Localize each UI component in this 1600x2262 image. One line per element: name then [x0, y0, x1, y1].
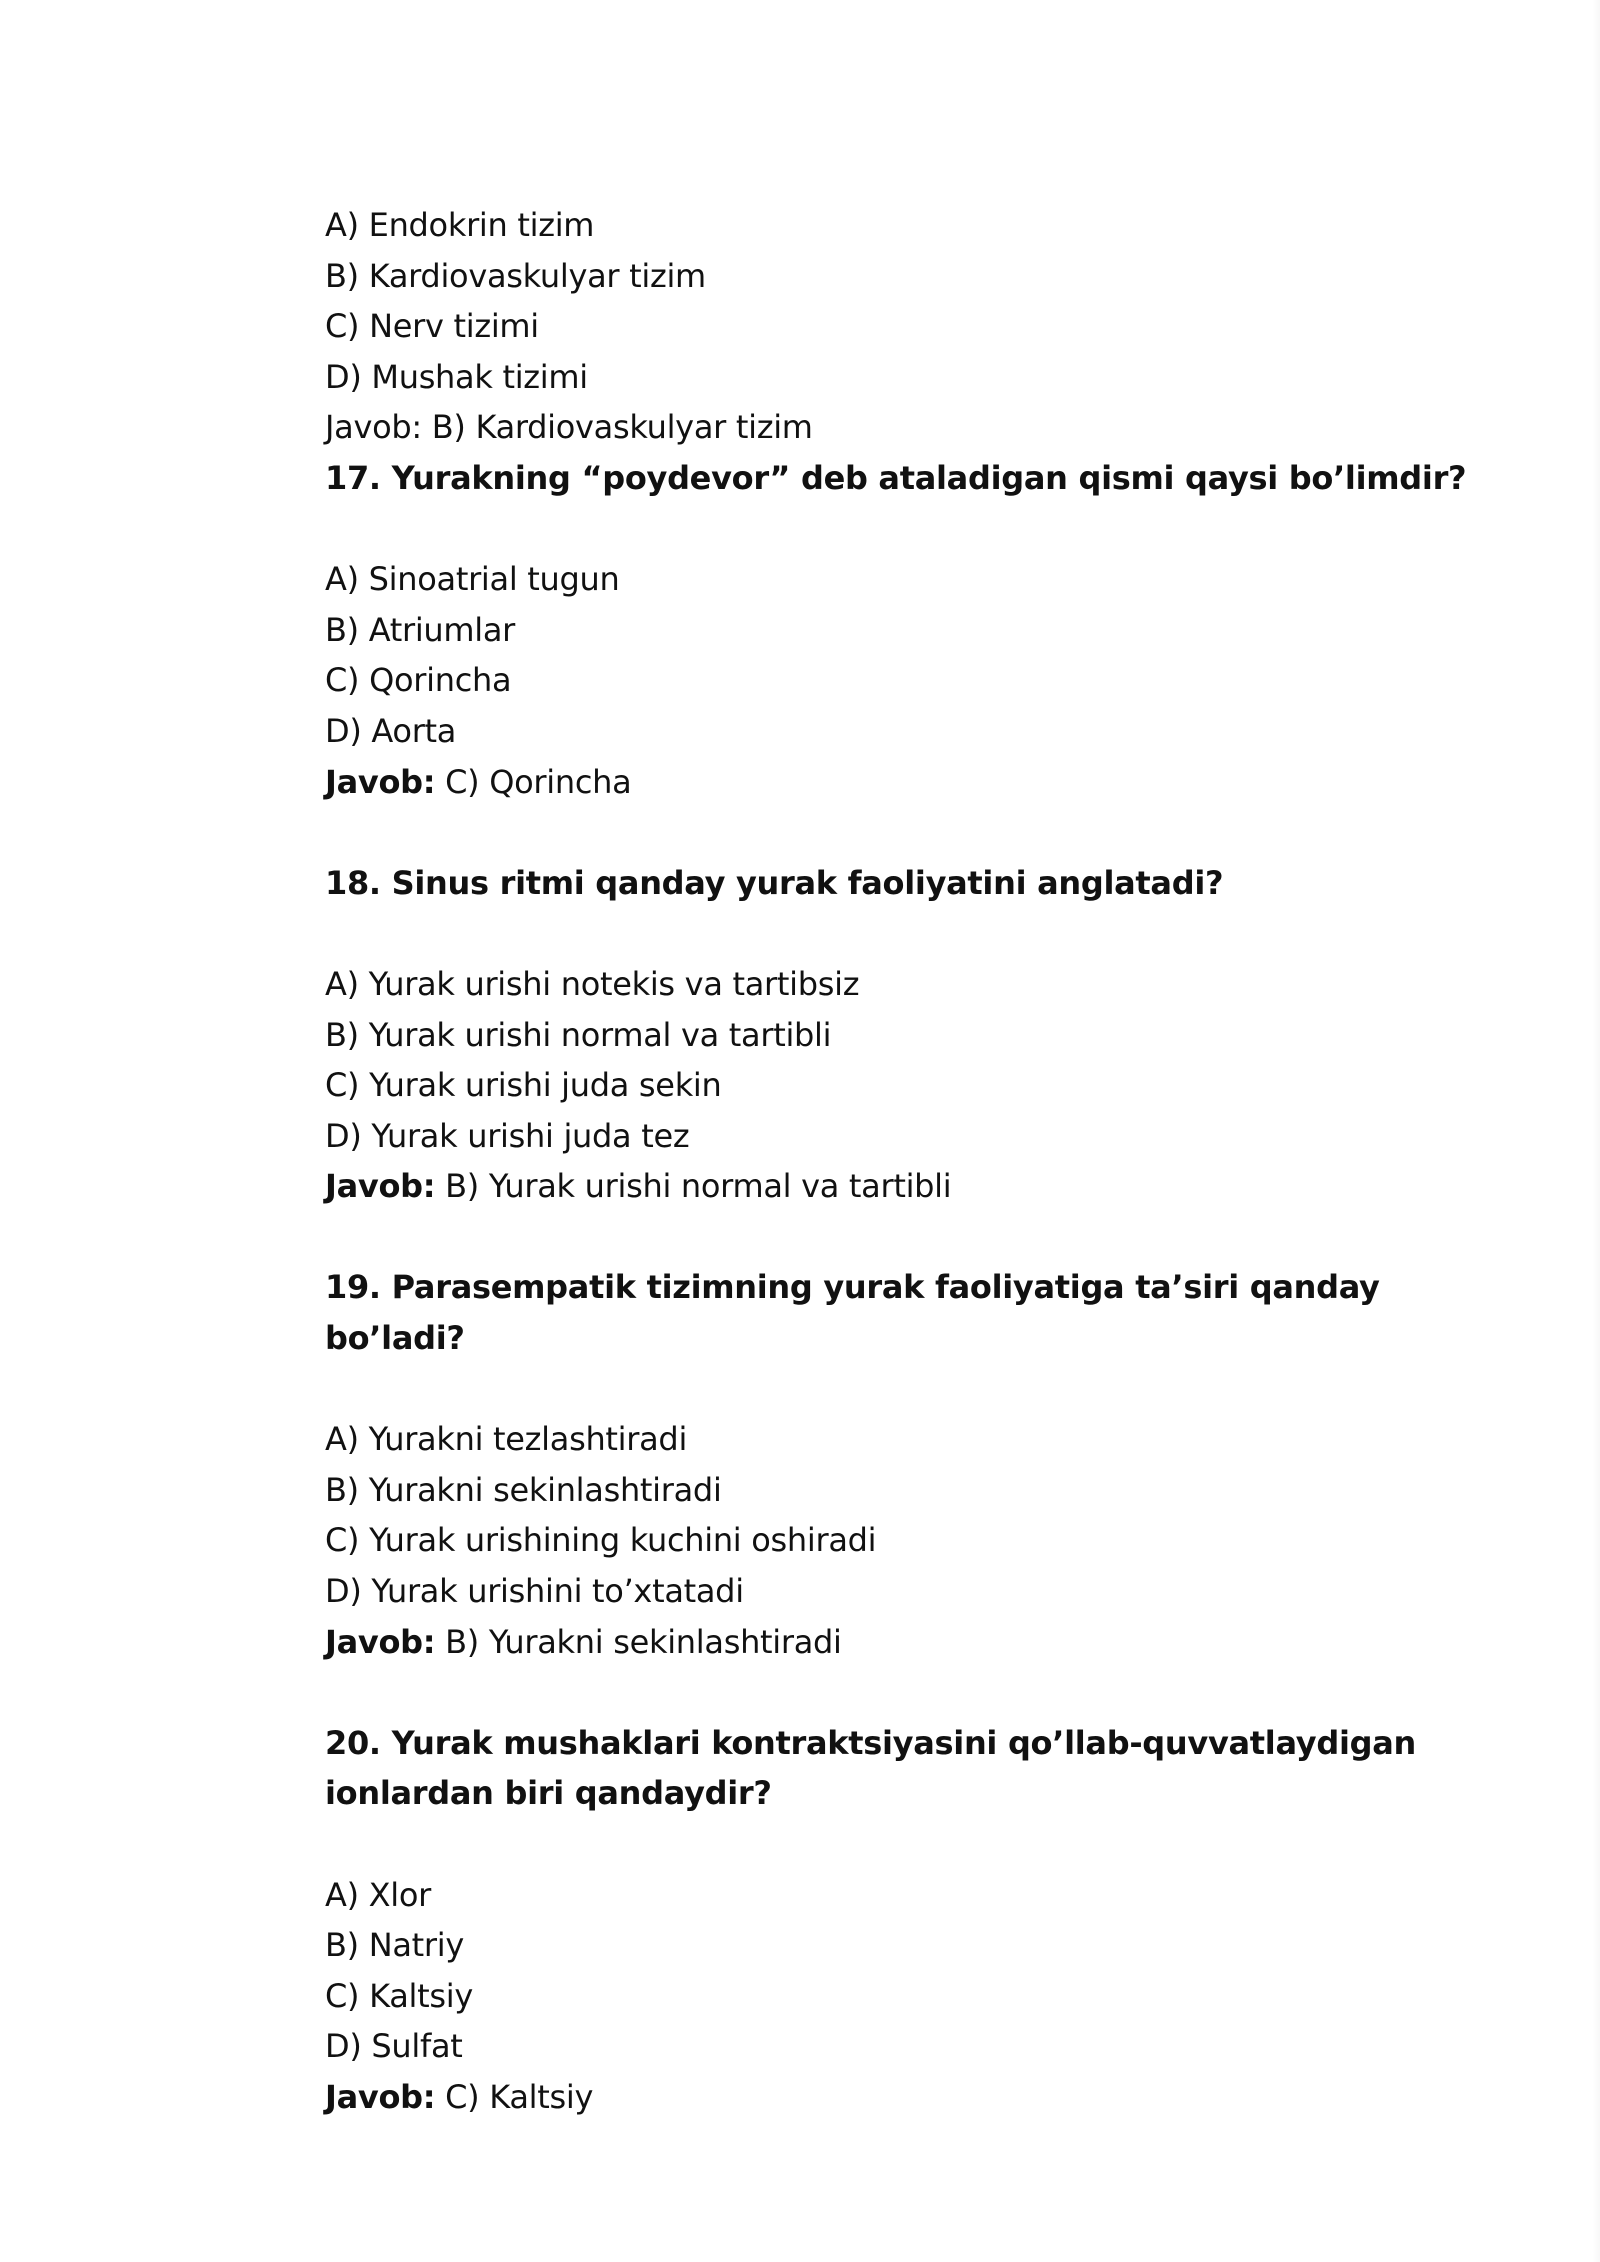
question-20-block [325, 1718, 1485, 2123]
answer-line [325, 1617, 1485, 1668]
answer-label: Javob: [325, 408, 422, 447]
answer-line [325, 757, 1485, 808]
option-c: C) Nerv tizimi [325, 307, 539, 346]
answer-label: Javob: [325, 1167, 436, 1206]
question-text: 19. Parasempatik tizimning yurak faoliyatiga ta’siri qanday bo’ladi? [325, 1268, 1380, 1358]
spacer [325, 1667, 1485, 1718]
option-d: D) Yurak urishi juda tez [325, 1116, 690, 1155]
option-b: B) Atriumlar [325, 610, 516, 649]
question-18-block [325, 858, 1485, 1263]
option-a: A) Yurak urishi notekis va tartibsiz [325, 964, 860, 1003]
option-c: C) Kaltsiy [325, 1976, 473, 2015]
option-b: B) Kardiovaskulyar tizim [325, 256, 706, 295]
option-d: D) Mushak tizimi [325, 357, 588, 396]
spacer [325, 1819, 1485, 1870]
page-edge-shadow [1592, 0, 1600, 2262]
option-a: A) Yurakni tezlashtiradi [325, 1420, 688, 1459]
question-16-block [325, 200, 1485, 453]
spacer [325, 908, 1485, 959]
answer-value: B) Yurakni sekinlashtiradi [435, 1622, 842, 1661]
option-b: B) Yurakni sekinlashtiradi [325, 1470, 722, 1509]
option-b: B) Yurak urishi normal va tartibli [325, 1015, 832, 1054]
spacer [325, 1364, 1485, 1415]
option-d: D) Sulfat [325, 2027, 463, 2066]
question-text: 20. Yurak mushaklari kontraktsiyasini qo’llab-quvvatlaydigan ionlardan biri qandaydir? [325, 1723, 1417, 1813]
answer-value: C) Qorincha [435, 762, 632, 801]
option-d: D) Aorta [325, 711, 457, 750]
question-19-block [325, 1262, 1485, 1717]
question-17-block [325, 453, 1485, 858]
answer-value: B) Yurak urishi normal va tartibli [435, 1167, 952, 1206]
answer-value: C) Kaltsiy [435, 2077, 594, 2116]
spacer [325, 1212, 1485, 1263]
answer-label: Javob: [325, 762, 436, 801]
answer-label: Javob: [325, 1622, 436, 1661]
answer-line [325, 2072, 1485, 2123]
question-text: 17. Yurakning “poydevor” deb ataladigan qismi qaysi bo’limdir? [325, 458, 1467, 497]
spacer [325, 807, 1485, 858]
answer-line [325, 402, 1485, 453]
option-c: C) Qorincha [325, 661, 512, 700]
option-a: A) Endokrin tizim [325, 206, 595, 244]
answer-line [325, 1161, 1485, 1212]
option-a: A) Xlor [325, 1875, 431, 1914]
question-text: 18. Sinus ritmi qanday yurak faoliyatini anglatadi? [325, 863, 1224, 902]
option-c: C) Yurak urishi juda sekin [325, 1066, 722, 1105]
spacer [325, 504, 1485, 555]
option-c: C) Yurak urishining kuchini oshiradi [325, 1521, 877, 1560]
page-content [325, 200, 1485, 2123]
option-d: D) Yurak urishini to’xtatadi [325, 1572, 744, 1611]
answer-label: Javob: [325, 2077, 436, 2116]
answer-value: B) Kardiovaskulyar tizim [421, 408, 813, 447]
option-a: A) Sinoatrial tugun [325, 560, 620, 599]
option-b: B) Natriy [325, 1926, 464, 1965]
